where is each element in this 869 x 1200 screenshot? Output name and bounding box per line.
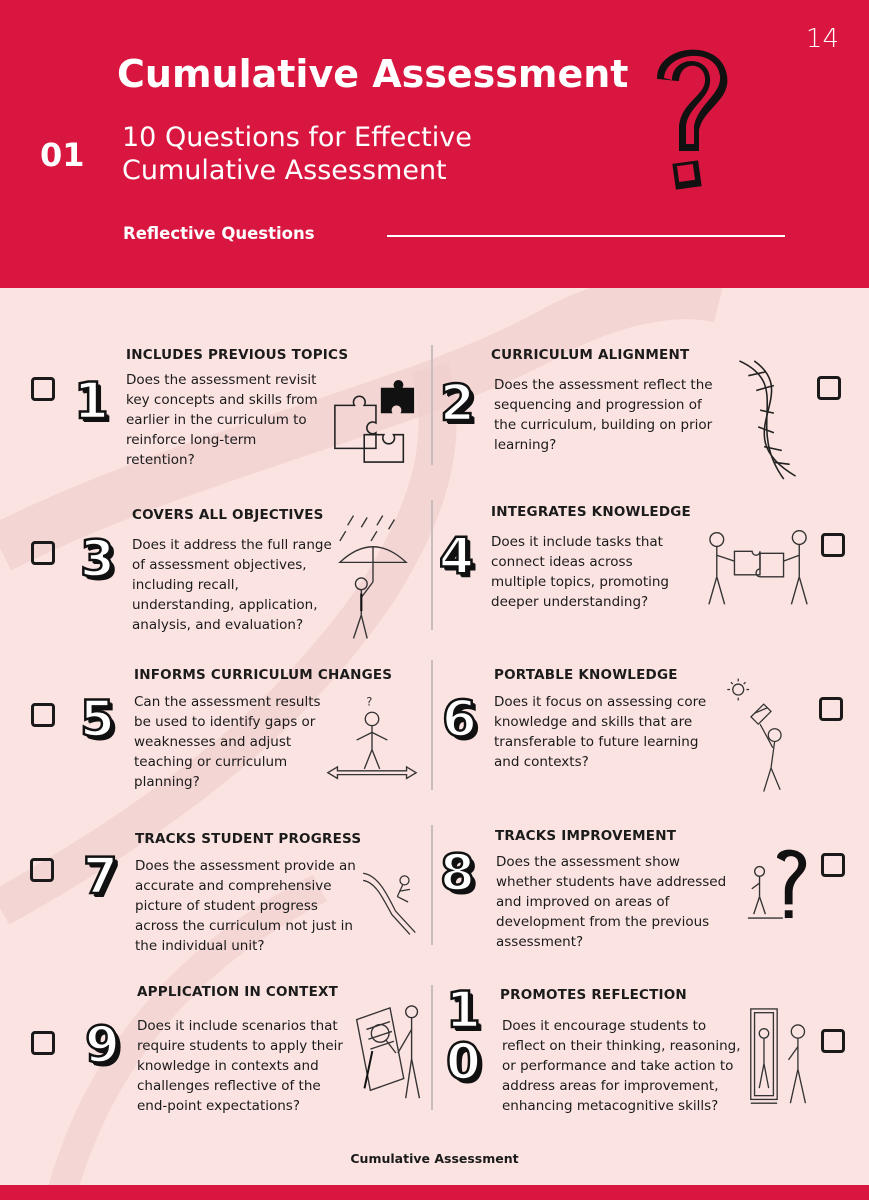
svg-text:?: ? [366,694,373,709]
question-title-7: TRACKS STUDENT PROGRESS [135,831,362,847]
column-divider-1 [431,345,433,465]
column-divider-3 [431,660,433,790]
page-title: Cumulative Assessment [117,52,629,96]
question-title-9: APPLICATION IN CONTEXT [137,984,339,1000]
checkbox-2[interactable] [817,376,841,400]
question-title-5: INFORMS CURRICULUM CHANGES [134,667,393,683]
checkbox-3[interactable] [31,541,55,565]
checkbox-7[interactable] [30,858,54,882]
column-divider-2 [431,500,433,630]
solar-panel-person-icon [720,672,802,800]
connecting-people-icon [705,527,813,607]
question-body-9: Does it include scenarios that require students to apply their knowledge in contexts and challenges reflective of the end-point expectations? [137,1018,343,1114]
question-title-8: TRACKS IMPROVEMENT [495,828,677,844]
magnifier-person-icon [350,1000,430,1108]
header-divider [387,235,785,237]
section-number: 01 [40,136,85,174]
question-number-8: 8 [440,844,475,902]
question-number-1: 1 [74,372,109,430]
question-person-icon [744,846,812,924]
question-body-7: Does the assessment provide an accurate and comprehensive picture of student progress across the curriculum not just in the individual unit? [135,858,356,954]
checkbox-4[interactable] [821,533,845,557]
question-number-4: 4 [439,527,474,585]
question-title-2: CURRICULUM ALIGNMENT [491,347,690,363]
question-mark-icon [640,38,740,203]
section-label: Reflective Questions [123,224,315,243]
question-body-10: Does it encourage students to reflect on their thinking, reasoning, or performance and take action to address areas for improvement, enhancing metacognitive skills? [502,1018,741,1114]
question-number-5: 5 [80,690,115,748]
question-title-1: INCLUDES PREVIOUS TOPICS [126,347,349,363]
footer-title: Cumulative Assessment [350,1151,519,1166]
puzzle-icon [330,378,418,466]
question-body-5: Can the assessment results be used to identify gaps or weaknesses and adjust teaching or curriculum planning? [134,694,321,790]
question-number-7: 7 [83,847,118,905]
slide-person-icon [358,866,424,938]
question-number-3: 3 [80,530,115,588]
page-subtitle: 10 Questions for Effective Cumulative Assessment [122,122,472,186]
checkbox-10[interactable] [821,1029,845,1053]
question-title-6: PORTABLE KNOWLEDGE [494,667,678,683]
question-body-3: Does it address the full range of assessment objectives, including recall, understanding, application, analysis, and evaluation? [132,537,332,633]
page-number: 14 [805,24,839,54]
checkbox-5[interactable] [31,703,55,727]
question-number-2: 2 [440,374,475,432]
question-number-6: 6 [442,690,477,748]
checkbox-1[interactable] [31,377,55,401]
column-divider-5 [431,985,433,1110]
checkbox-9[interactable] [31,1031,55,1055]
column-divider-4 [431,825,433,945]
footer-bar [0,1185,869,1200]
balance-person-icon [322,694,422,790]
question-body-1: Does the assessment revisit key concepts and skills from earlier in the curriculum to reinforce long-term retention? [126,372,318,468]
question-number-10: 10 [446,981,481,1091]
question-title-3: COVERS ALL OBJECTIVES [132,507,324,523]
dna-icon [733,356,805,484]
question-title-4: INTEGRATES KNOWLEDGE [491,504,691,520]
umbrella-person-icon [334,512,412,642]
checkbox-6[interactable] [819,697,843,721]
question-number-9: 9 [85,1016,120,1074]
question-body-4: Does it include tasks that connect ideas across multiple topics, promoting deeper understanding? [491,534,669,610]
question-title-10: PROMOTES REFLECTION [500,987,687,1003]
mirror-person-icon [747,1004,813,1110]
header-banner [0,0,869,288]
question-body-8: Does the assessment show whether students have addressed and improved on areas of development from the previous assessment? [496,854,727,950]
question-body-6: Does it focus on assessing core knowledge and skills that are transferable to future learning and contexts? [494,694,707,770]
checkbox-8[interactable] [821,853,845,877]
question-body-2: Does the assessment reflect the sequencing and progression of the curriculum, building on prior learning? [494,377,713,453]
